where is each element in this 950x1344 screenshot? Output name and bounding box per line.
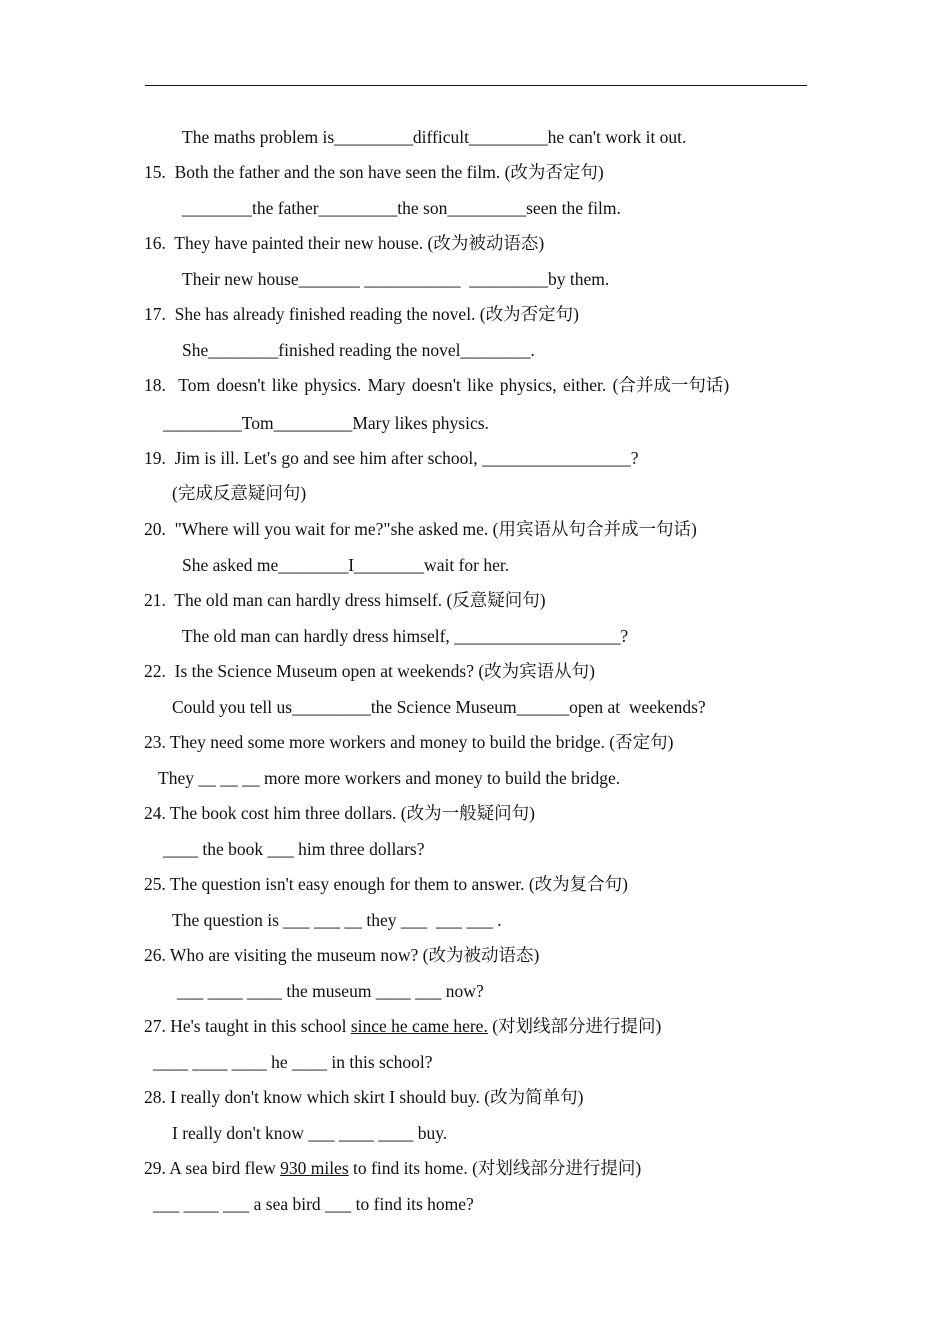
exercise-28-answer-line: I really don't know ___ ____ ____ buy. xyxy=(172,1123,448,1143)
exercise-22-question: 22. Is the Science Museum open at weekends? (改为宾语从句) xyxy=(144,661,596,681)
exercise-24-answer-line: ____ the book ___ him three dollars? xyxy=(163,839,425,859)
header-rule xyxy=(145,85,807,86)
exercise-29-underlined-phrase: 930 miles xyxy=(280,1158,349,1178)
exercise-20-answer-line: She asked me________I________wait for her. xyxy=(182,555,510,575)
exercise-22-answer-line: Could you tell us_________the Science Museum______open at weekends? xyxy=(172,697,706,717)
exercise-14-answer-line: The maths problem is_________difficult_________he can't work it out. xyxy=(182,127,687,147)
exercise-27-underlined-phrase: since he came here. xyxy=(350,1016,488,1036)
exercise-21-question: 21. The old man can hardly dress himself. (反意疑问句) xyxy=(144,590,546,610)
exercise-27-answer-line: ____ ____ ____ he ____ in this school? xyxy=(153,1052,433,1072)
exercise-24-question: 24. The book cost him three dollars. (改为一般疑问句) xyxy=(144,803,535,823)
exercise-25-question: 25. The question isn't easy enough for them to answer. (改为复合句) xyxy=(144,874,629,894)
exercise-17-answer-line: She________finished reading the novel________. xyxy=(182,340,535,360)
exercise-21-answer-line: The old man can hardly dress himself, ___________________? xyxy=(182,626,629,646)
exercise-29-question-end: to find its home. (对划线部分进行提问) xyxy=(348,1158,642,1178)
exercise-19-question: 19. Jim is ill. Let's go and see him after school, _________________? xyxy=(144,448,639,468)
exercise-23-question: 23. They need some more workers and money to build the bridge. (否定句) xyxy=(144,732,674,752)
exercise-27-question-start: 27. He's taught in this school xyxy=(144,1016,351,1036)
exercise-15-question: 15. Both the father and the son have seen the film. (改为否定句) xyxy=(144,162,604,182)
exercise-18-question: 18. Tom doesn't like physics. Mary doesn't like physics, either. (合并成一句话) xyxy=(144,375,730,395)
exercise-28-question: 28. I really don't know which skirt I should buy. (改为简单句) xyxy=(144,1087,584,1107)
exercise-26-answer-line: ___ ____ ____ the museum ____ ___ now? xyxy=(177,981,484,1001)
exercise-29-answer-line: ___ ____ ___ a sea bird ___ to find its home? xyxy=(153,1194,474,1214)
exercise-29-question xyxy=(144,1157,641,1179)
exercise-20-question: 20. "Where will you wait for me?"she asked me. (用宾语从句合并成一句话) xyxy=(144,519,697,539)
exercise-23-answer-line: They __ __ __ more more workers and money to build the bridge. xyxy=(158,768,621,788)
exercise-27-question-end: (对划线部分进行提问) xyxy=(487,1016,662,1036)
exercise-25-answer-line: The question is ___ ___ __ they ___ ___ ___ . xyxy=(172,910,502,930)
exercise-16-answer-line: Their new house_______ ___________ _________by them. xyxy=(182,269,610,289)
exercise-26-question: 26. Who are visiting the museum now? (改为被动语态) xyxy=(144,945,540,965)
exercise-27-question xyxy=(144,1015,661,1037)
exercise-17-question: 17. She has already finished reading the novel. (改为否定句) xyxy=(144,304,579,324)
exercise-29-question-start: 29. A sea bird flew xyxy=(144,1158,281,1178)
exercise-19-instruction: (完成反意疑问句) xyxy=(172,483,307,503)
exercise-16-question: 16. They have painted their new house. (改为被动语态) xyxy=(144,233,545,253)
exercise-15-answer-line: ________the father_________the son_________seen the film. xyxy=(182,198,621,218)
exercise-18-answer-line: _________Tom_________Mary likes physics. xyxy=(163,413,489,433)
